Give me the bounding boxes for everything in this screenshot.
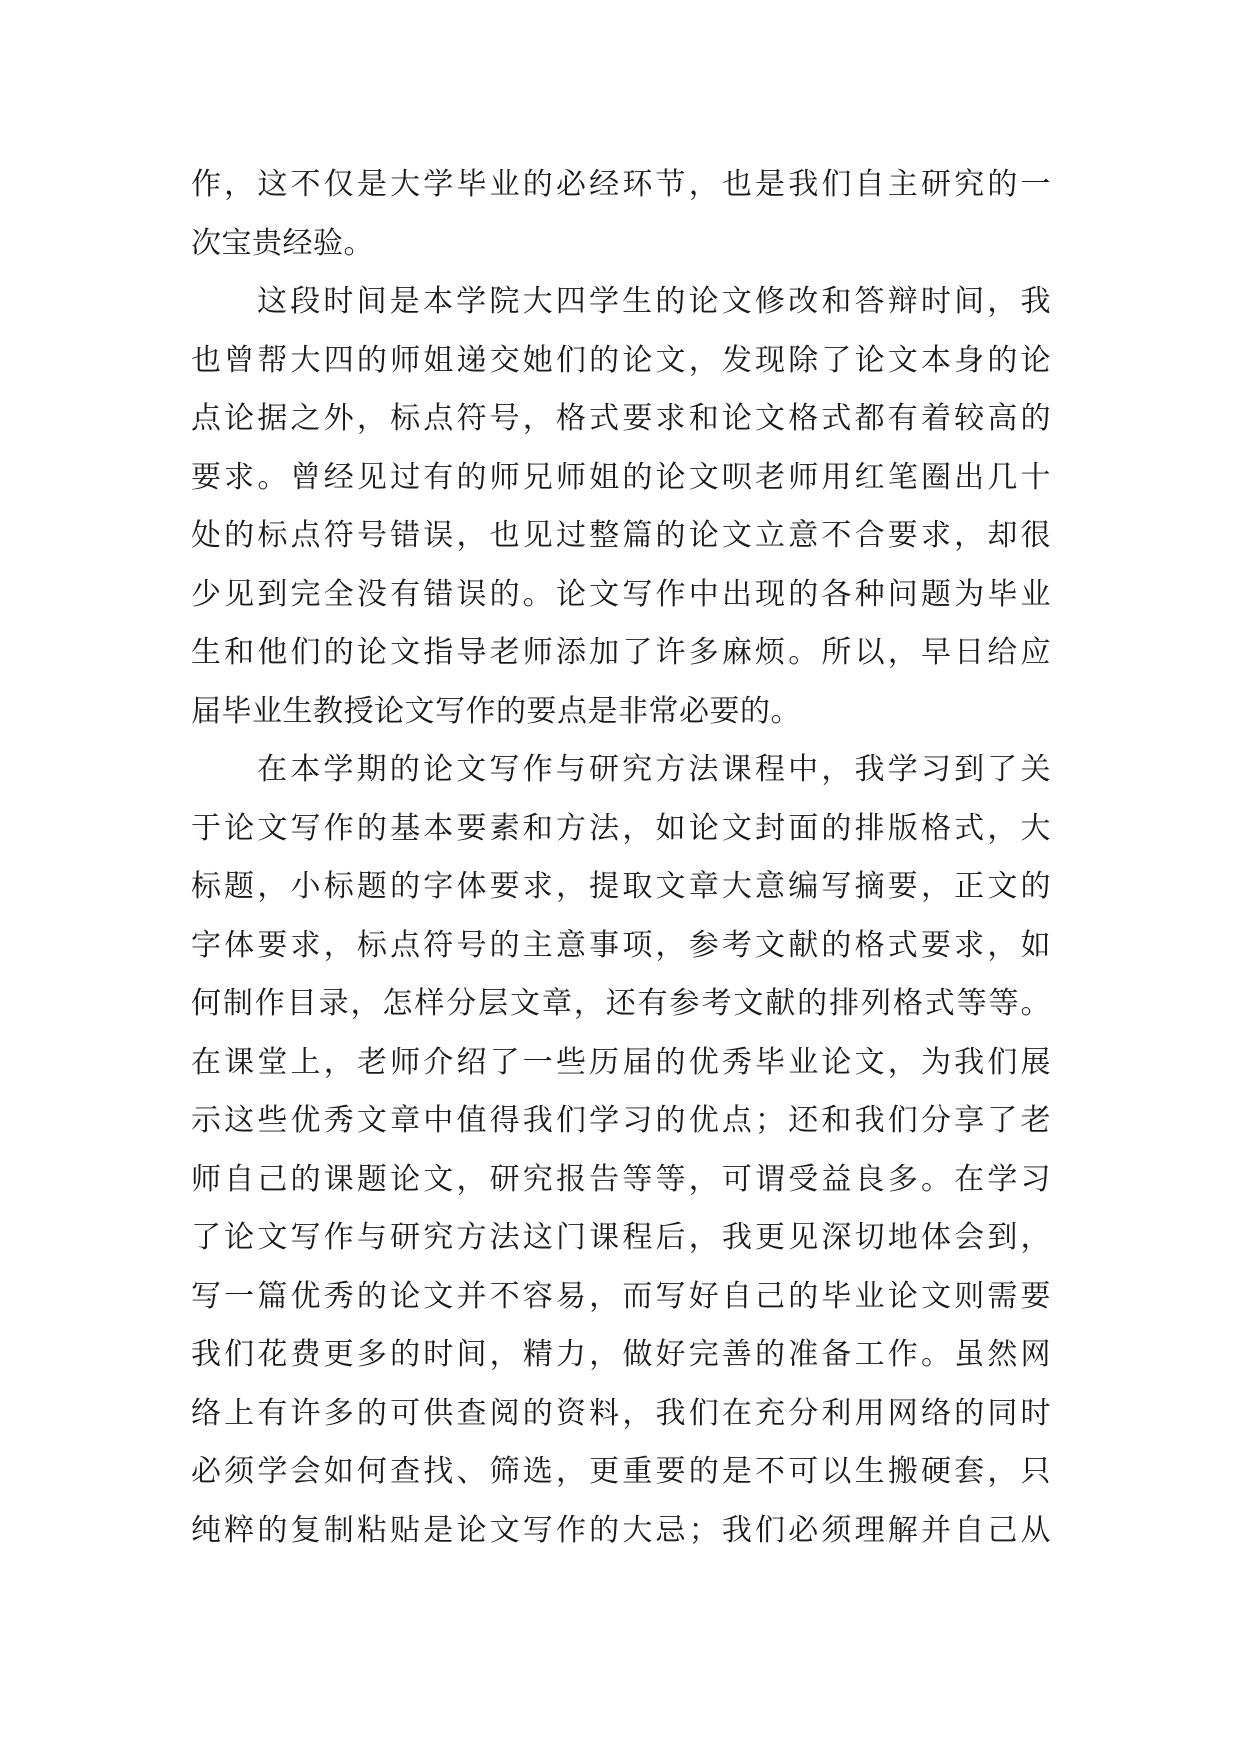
text-line: 纯粹的复制粘贴是论文写作的大忌；我们必须理解并自己从 (191, 1512, 1051, 1548)
text-line: 次宝贵经验。 (191, 225, 374, 261)
text-line: 也曾帮大四的师姐递交她们的论文，发现除了论文本身的论 (191, 342, 1051, 378)
text-line: 络上有许多的可供查阅的资料，我们在充分利用网络的同时 (191, 1395, 1051, 1431)
text-line: 标题，小标题的字体要求，提取文章大意编写摘要，正文的 (191, 869, 1051, 904)
text-line: 届毕业生教授论文写作的要点是非常必要的。 (191, 693, 801, 729)
text-line: 了论文写作与研究方法这门课程后，我更见深切地体会到， (191, 1220, 1051, 1255)
text-line: 在课堂上，老师介绍了一些历届的优秀毕业论文，为我们展 (191, 1044, 1051, 1080)
text-line: 师自己的课题论文，研究报告等等，可谓受益良多。在学习 (191, 1161, 1051, 1197)
text-line: 处的标点符号错误，也见过整篇的论文立意不合要求，却很 (191, 518, 1051, 553)
text-line: 生和他们的论文指导老师添加了许多麻烦。所以，早日给应 (191, 635, 1051, 670)
text-line: 示这些优秀文章中值得我们学习的优点；还和我们分享了老 (191, 1103, 1051, 1138)
text-line: 于论文写作的基本要素和方法，如论文封面的排版格式，大 (191, 810, 1051, 846)
document-body-text (191, 156, 1051, 1560)
paragraph (191, 156, 1051, 273)
text-line: 写一篇优秀的论文并不容易，而写好自己的毕业论文则需要 (191, 1278, 1051, 1314)
text-line: 何制作目录，怎样分层文章，还有参考文献的排列格式等等。 (191, 986, 1051, 1021)
text-line: 在本学期的论文写作与研究方法课程中，我学习到了关 (257, 752, 1051, 787)
text-line: 点论据之外，标点符号，格式要求和论文格式都有着较高的 (191, 401, 1051, 436)
paragraph (191, 273, 1051, 741)
text-line: 要求。曾经见过有的师兄师姐的论文呗老师用红笔圈出几十 (191, 459, 1051, 495)
text-line: 这段时间是本学院大四学生的论文修改和答辩时间，我 (257, 284, 1051, 319)
text-line: 少见到完全没有错误的。论文写作中出现的各种问题为毕业 (191, 576, 1051, 612)
text-line: 作，这不仅是大学毕业的必经环节，也是我们自主研究的一 (191, 167, 1051, 202)
text-line: 字体要求，标点符号的主意事项，参考文献的格式要求，如 (191, 927, 1051, 963)
paragraph (191, 741, 1051, 1560)
text-line: 我们花费更多的时间，精力，做好完善的准备工作。虽然网 (191, 1337, 1051, 1372)
text-line: 必须学会如何查找、筛选，更重要的是不可以生搬硬套，只 (191, 1454, 1051, 1489)
